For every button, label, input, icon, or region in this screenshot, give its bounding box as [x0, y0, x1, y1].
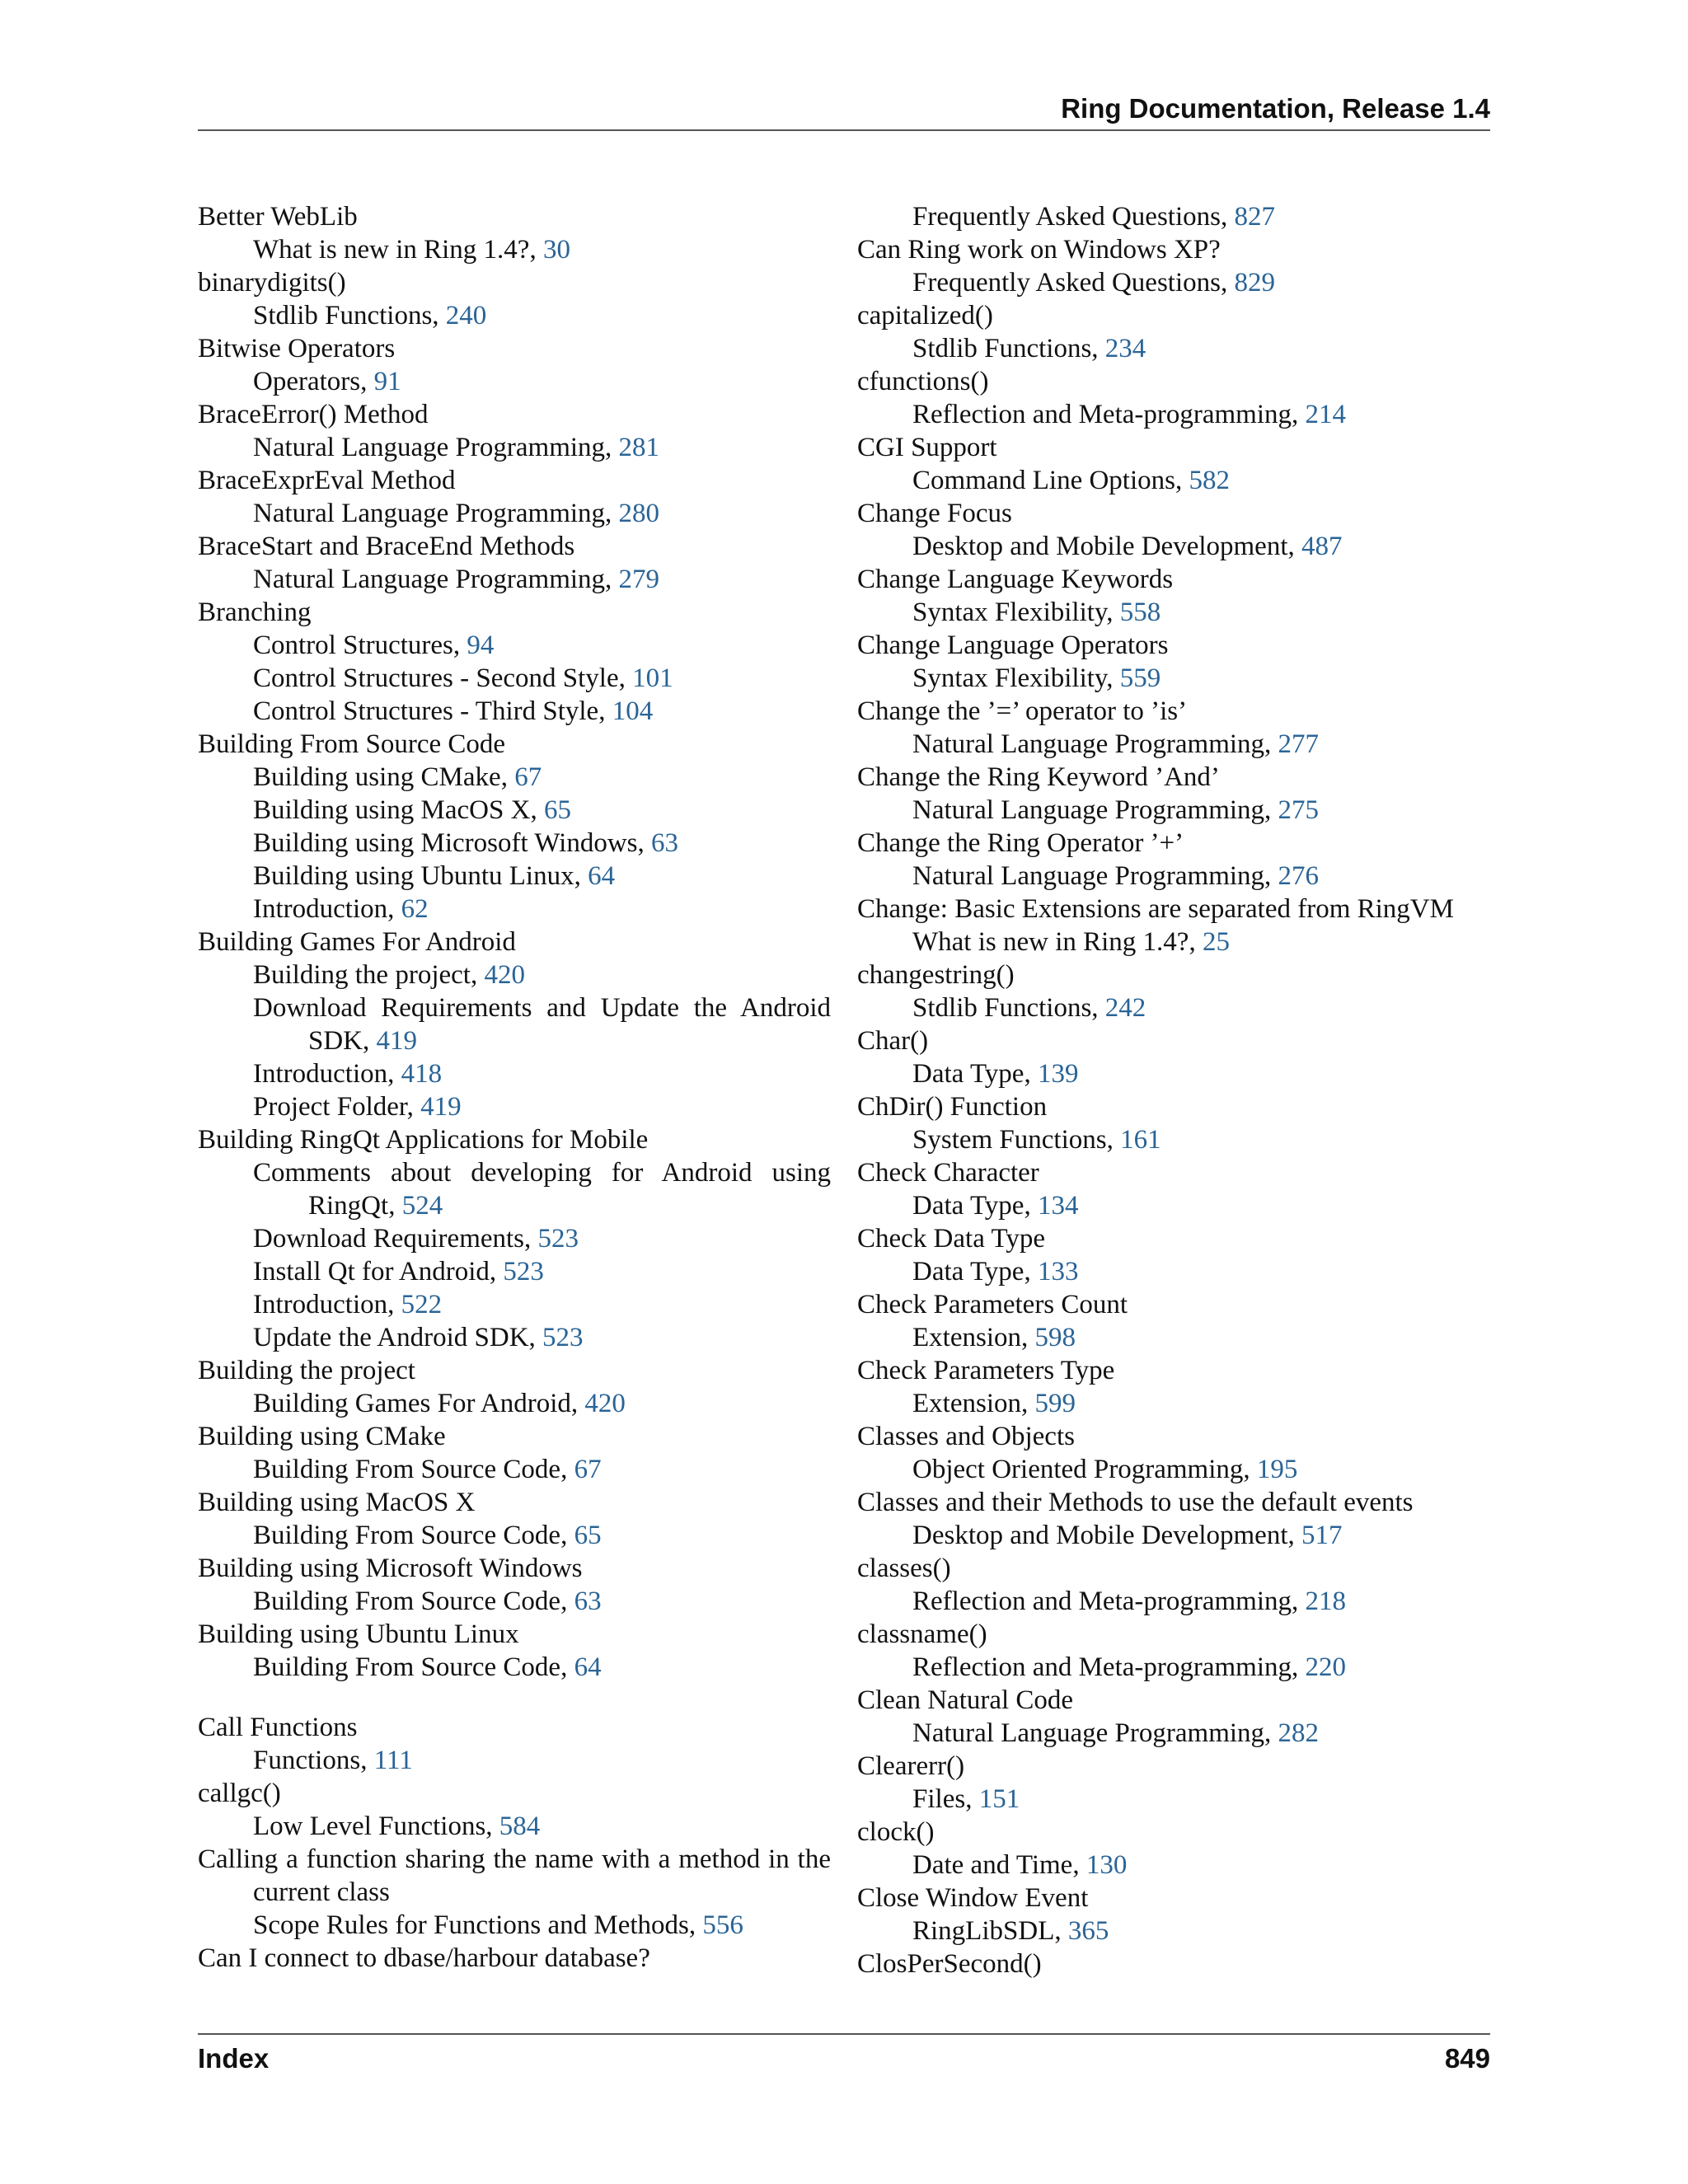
index-term: Building using MacOS X — [198, 1488, 476, 1517]
subentry-text: Files — [912, 1784, 966, 1814]
subentry-text: Reflection and Meta-programming — [912, 1586, 1292, 1616]
subentry-text: Building using Microsoft Windows — [253, 828, 638, 858]
index-term: Building RingQt Applications for Mobile — [198, 1125, 649, 1155]
page-link[interactable]: 419 — [420, 1092, 462, 1122]
subentry-text: Building using CMake — [253, 762, 501, 792]
subentry-text: What is new in Ring 1.4? — [253, 235, 530, 265]
subentry-text: Download Requirements — [253, 1224, 525, 1254]
index-term: CGI Support — [857, 433, 997, 462]
header-rule — [198, 129, 1490, 131]
subentry-text: Building From Source Code — [253, 1455, 561, 1484]
page-link[interactable]: 281 — [618, 433, 660, 462]
subentry-text: Operators — [253, 367, 361, 396]
page-link[interactable]: 151 — [978, 1784, 1020, 1814]
index-subentry: Building using Microsoft Windows, 63 — [253, 828, 678, 858]
index-term: Calling a function sharing the name with a method in the current class — [198, 1844, 831, 1907]
index-subentry: Building Games For Android, 420 — [253, 1389, 626, 1418]
page-link[interactable]: 598 — [1034, 1323, 1076, 1352]
page-link[interactable]: 218 — [1305, 1586, 1347, 1616]
page-link[interactable]: 133 — [1037, 1257, 1079, 1286]
subentry-text: Desktop and Mobile Development — [912, 1521, 1288, 1550]
subentry-text: Low Level Functions — [253, 1811, 486, 1841]
index-subentry: Natural Language Programming, 279 — [253, 565, 660, 594]
index-term: Change the Ring Keyword ’And’ — [857, 762, 1220, 792]
page-link[interactable]: 111 — [373, 1746, 413, 1775]
subentry-text: Control Structures — [253, 630, 453, 660]
index-term: Change Language Operators — [857, 630, 1169, 660]
subentry-text: Introduction — [253, 1290, 388, 1319]
index-term: Building the project — [198, 1356, 415, 1385]
page-link[interactable]: 220 — [1305, 1652, 1347, 1682]
page-link[interactable]: 523 — [503, 1257, 544, 1286]
index-subentry: Introduction, 522 — [253, 1290, 443, 1319]
index-term: Can I connect to dbase/harbour database? — [198, 1943, 650, 1973]
subentry-text: Data Type — [912, 1059, 1025, 1089]
index-subentry: Desktop and Mobile Development, 487 — [912, 532, 1343, 561]
index-subentry: Building using Ubuntu Linux, 64 — [253, 861, 616, 891]
subentry-text: Natural Language Programming — [253, 433, 606, 462]
index-subentry: Stdlib Functions, 240 — [253, 301, 487, 330]
page-link[interactable]: 134 — [1037, 1191, 1079, 1221]
page-link[interactable]: 214 — [1305, 400, 1347, 429]
subentry-text: Scope Rules for Functions and Methods — [253, 1910, 689, 1940]
index-subentry: Natural Language Programming, 282 — [912, 1718, 1320, 1748]
subentry-text: Natural Language Programming — [912, 729, 1265, 759]
subentry-text: Download Requirements and Update the Android SDK — [253, 993, 831, 1056]
index-subentry: Download Requirements and Update the Android SDK, 419 — [253, 993, 831, 1056]
subentry-text: What is new in Ring 1.4? — [912, 927, 1189, 957]
index-term: Check Data Type — [857, 1224, 1046, 1254]
index-subentry: Building From Source Code, 64 — [253, 1652, 602, 1682]
index-term: Check Parameters Count — [857, 1290, 1128, 1319]
index-subentry: Files, 151 — [912, 1784, 1020, 1814]
index-term: binarydigits() — [198, 268, 346, 298]
index-term: Can Ring work on Windows XP? — [857, 235, 1221, 265]
index-term: Change Language Keywords — [857, 565, 1174, 594]
index-term: Building using Ubuntu Linux — [198, 1619, 519, 1649]
footer-page-number: 849 — [1444, 2043, 1490, 2074]
index-subentry: Natural Language Programming, 275 — [912, 795, 1320, 825]
letter-group-gap — [198, 1684, 831, 1711]
page-link[interactable]: 487 — [1301, 532, 1343, 561]
subentry-text: Syntax Flexibility — [912, 598, 1107, 627]
index-subentry: Natural Language Programming, 281 — [253, 433, 660, 462]
index-subentry: Comments about developing for Android using RingQt, 524 — [253, 1158, 831, 1221]
page-link[interactable]: 130 — [1085, 1850, 1128, 1880]
index-subentry: Update the Android SDK, 523 — [253, 1323, 584, 1352]
page-link[interactable]: 523 — [537, 1224, 579, 1254]
index-subentry: Command Line Options, 582 — [912, 466, 1230, 495]
page-link[interactable]: 25 — [1202, 927, 1230, 957]
subentry-text: Natural Language Programming — [253, 499, 606, 528]
index-subentry: Download Requirements, 523 — [253, 1224, 579, 1254]
page-link[interactable]: 524 — [401, 1191, 443, 1221]
subentry-text: Building From Source Code — [253, 1586, 561, 1616]
index-term: Check Parameters Type — [857, 1356, 1115, 1385]
page-link[interactable]: 104 — [612, 696, 654, 726]
index-subentry: Stdlib Functions, 234 — [912, 334, 1146, 363]
subentry-text: Building the project — [253, 960, 471, 990]
page-header-title: Ring Documentation, Release 1.4 — [1061, 93, 1490, 124]
page-link[interactable]: 420 — [584, 1389, 626, 1418]
subentry-text: Natural Language Programming — [253, 565, 606, 594]
index-term: changestring() — [857, 960, 1015, 990]
page-link[interactable]: 234 — [1104, 334, 1146, 363]
index-term: ChDir() Function — [857, 1092, 1048, 1122]
index-column-right — [857, 200, 1490, 1980]
footer-rule — [198, 2033, 1490, 2035]
subentry-text: Natural Language Programming — [912, 861, 1265, 891]
index-term: Change the ’=’ operator to ’is’ — [857, 696, 1188, 726]
page-link[interactable]: 62 — [401, 894, 429, 924]
index-subentry: System Functions, 161 — [912, 1125, 1161, 1155]
page-link[interactable]: 558 — [1119, 598, 1161, 627]
page-link[interactable]: 420 — [484, 960, 525, 990]
page-link[interactable]: 161 — [1120, 1125, 1161, 1155]
page-link[interactable]: 584 — [499, 1811, 541, 1841]
index-subentry: Syntax Flexibility, 559 — [912, 663, 1161, 693]
page-link[interactable]: 139 — [1037, 1059, 1079, 1089]
index-term: Change the Ring Operator ’+’ — [857, 828, 1184, 858]
index-subentry: Control Structures - Second Style, 101 — [253, 663, 673, 693]
index-subentry: Data Type, 139 — [912, 1059, 1079, 1089]
page-link[interactable]: 63 — [651, 828, 678, 858]
index-term: Close Window Event — [857, 1883, 1089, 1913]
subentry-text: Natural Language Programming — [912, 795, 1265, 825]
page-link[interactable]: 94 — [467, 630, 495, 660]
index-term: BraceStart and BraceEnd Methods — [198, 532, 575, 561]
subentry-text: RingLibSDL — [912, 1916, 1055, 1946]
index-term: Building From Source Code — [198, 729, 506, 759]
index-subentry: What is new in Ring 1.4?, 30 — [253, 235, 570, 265]
subentry-text: Control Structures - Second Style — [253, 663, 619, 693]
page-link[interactable]: 419 — [376, 1026, 418, 1056]
page-link[interactable]: 195 — [1256, 1455, 1298, 1484]
page-link[interactable]: 275 — [1278, 795, 1320, 825]
page-link[interactable]: 280 — [618, 499, 660, 528]
index-term: cfunctions() — [857, 367, 989, 396]
index-subentry: Introduction, 62 — [253, 894, 429, 924]
subentry-text: Command Line Options — [912, 466, 1175, 495]
page-link[interactable]: 522 — [401, 1290, 443, 1319]
subentry-text: Introduction — [253, 894, 388, 924]
index-subentry: Extension, 598 — [912, 1323, 1076, 1352]
index-term: Clearerr() — [857, 1751, 965, 1781]
page-link[interactable]: 64 — [588, 861, 616, 891]
subentry-text: Control Structures - Third Style — [253, 696, 599, 726]
index-subentry: Building From Source Code, 67 — [253, 1455, 602, 1484]
subentry-text: Project Folder — [253, 1092, 407, 1122]
index-subentry: Syntax Flexibility, 558 — [912, 598, 1161, 627]
page-link[interactable]: 65 — [543, 795, 571, 825]
index-term: Call Functions — [198, 1713, 358, 1742]
index-subentry: Reflection and Meta-programming, 214 — [912, 400, 1347, 429]
index-term: BraceExprEval Method — [198, 466, 456, 495]
subentry-text: Building From Source Code — [253, 1521, 561, 1550]
subentry-text: Data Type — [912, 1257, 1025, 1286]
index-term: Clean Natural Code — [857, 1685, 1074, 1715]
page-link[interactable]: 517 — [1301, 1521, 1343, 1550]
page-link[interactable]: 101 — [632, 663, 673, 693]
page-link[interactable]: 67 — [514, 762, 542, 792]
subentry-text: Functions — [253, 1746, 361, 1775]
index-term: Bitwise Operators — [198, 334, 396, 363]
page-link[interactable]: 582 — [1189, 466, 1230, 495]
page-link[interactable]: 365 — [1067, 1916, 1109, 1946]
page-link[interactable]: 67 — [574, 1455, 602, 1484]
subentry-text: Reflection and Meta-programming — [912, 1652, 1292, 1682]
page-link[interactable]: 242 — [1104, 993, 1146, 1023]
index-subentry: Frequently Asked Questions, 827 — [912, 202, 1275, 232]
index-subentry: Building using CMake, 67 — [253, 762, 542, 792]
index-subentry: Stdlib Functions, 242 — [912, 993, 1146, 1023]
subentry-text: Stdlib Functions — [912, 334, 1092, 363]
index-term: Building using Microsoft Windows — [198, 1554, 583, 1583]
index-subentry: Operators, 91 — [253, 367, 401, 396]
index-term: capitalized() — [857, 301, 993, 330]
index-subentry: RingLibSDL, 365 — [912, 1916, 1109, 1946]
page-link[interactable]: 279 — [618, 565, 660, 594]
index-term: Change: Basic Extensions are separated from RingVM — [857, 894, 1454, 924]
page-link[interactable]: 827 — [1234, 202, 1275, 232]
index-subentry: Desktop and Mobile Development, 517 — [912, 1521, 1343, 1550]
subentry-text: Frequently Asked Questions — [912, 268, 1221, 298]
index-term: callgc() — [198, 1779, 281, 1808]
index-subentry: Control Structures - Third Style, 104 — [253, 696, 654, 726]
index-subentry: Scope Rules for Functions and Methods, 556 — [253, 1910, 743, 1940]
index-subentry: Natural Language Programming, 276 — [912, 861, 1320, 891]
index-subentry: Install Qt for Android, 523 — [253, 1257, 544, 1286]
index-subentry: Natural Language Programming, 277 — [912, 729, 1320, 759]
subentry-text: Syntax Flexibility — [912, 663, 1107, 693]
page-link[interactable]: 523 — [542, 1323, 584, 1352]
index-term: ClosPerSecond() — [857, 1949, 1042, 1979]
page-link[interactable]: 65 — [574, 1521, 602, 1550]
index-subentry: Object Oriented Programming, 195 — [912, 1455, 1298, 1484]
page-link[interactable]: 64 — [574, 1652, 602, 1682]
subentry-text: Install Qt for Android — [253, 1257, 490, 1286]
index-subentry: Project Folder, 419 — [253, 1092, 462, 1122]
footer-section-label: Index — [198, 2043, 270, 2074]
subentry-text: Frequently Asked Questions — [912, 202, 1221, 232]
index-term: Check Character — [857, 1158, 1039, 1188]
index-term: Char() — [857, 1026, 929, 1056]
subentry-text: Extension — [912, 1389, 1021, 1418]
index-subentry: Frequently Asked Questions, 829 — [912, 268, 1275, 298]
index-term: BraceError() Method — [198, 400, 429, 429]
index-term: Change Focus — [857, 499, 1012, 528]
index-subentry: Building From Source Code, 63 — [253, 1586, 602, 1616]
index-subentry: Data Type, 133 — [912, 1257, 1079, 1286]
index-subentry: Control Structures, 94 — [253, 630, 495, 660]
page-link[interactable]: 282 — [1278, 1718, 1320, 1748]
subentry-text: Comments about developing for Android using RingQt — [253, 1158, 831, 1221]
index-term: Classes and Objects — [857, 1422, 1075, 1451]
subentry-text: Building From Source Code — [253, 1652, 561, 1682]
page-link[interactable]: 556 — [702, 1910, 743, 1940]
page-link[interactable]: 30 — [542, 235, 570, 265]
page-link[interactable]: 63 — [574, 1586, 602, 1616]
page-link[interactable]: 559 — [1119, 663, 1161, 693]
subentry-text: Desktop and Mobile Development — [912, 532, 1288, 561]
index-subentry: Data Type, 134 — [912, 1191, 1079, 1221]
index-term: Branching — [198, 598, 312, 627]
index-subentry: Introduction, 418 — [253, 1059, 443, 1089]
index-term: classes() — [857, 1554, 951, 1583]
index-subentry: Building From Source Code, 65 — [253, 1521, 602, 1550]
page-link[interactable]: 829 — [1234, 268, 1275, 298]
index-subentry: Reflection and Meta-programming, 220 — [912, 1652, 1347, 1682]
page-link[interactable]: 240 — [445, 301, 487, 330]
subentry-text: Update the Android SDK — [253, 1323, 529, 1352]
index-subentry: Date and Time, 130 — [912, 1850, 1128, 1880]
index-column-left — [198, 200, 831, 1975]
page-link[interactable]: 276 — [1278, 861, 1320, 891]
subentry-text: Reflection and Meta-programming — [912, 400, 1292, 429]
subentry-text: Date and Time — [912, 1850, 1073, 1880]
index-subentry: Functions, 111 — [253, 1746, 413, 1775]
subentry-text: Stdlib Functions — [253, 301, 433, 330]
index-subentry: Low Level Functions, 584 — [253, 1811, 541, 1841]
subentry-text: Introduction — [253, 1059, 388, 1089]
index-term: classname() — [857, 1619, 987, 1649]
subentry-text: Stdlib Functions — [912, 993, 1092, 1023]
page-link[interactable]: 599 — [1034, 1389, 1076, 1418]
index-subentry: Building using MacOS X, 65 — [253, 795, 571, 825]
index-term: clock() — [857, 1817, 935, 1847]
index-term: Building Games For Android — [198, 927, 516, 957]
subentry-text: Building Games For Android — [253, 1389, 571, 1418]
page-link[interactable]: 277 — [1278, 729, 1320, 759]
index-subentry: What is new in Ring 1.4?, 25 — [912, 927, 1230, 957]
index-subentry: Building the project, 420 — [253, 960, 525, 990]
index-term: Classes and their Methods to use the default events — [857, 1488, 1414, 1517]
page-link[interactable]: 418 — [401, 1059, 443, 1089]
page-link[interactable]: 91 — [373, 367, 401, 396]
index-subentry: Extension, 599 — [912, 1389, 1076, 1418]
subentry-text: Object Oriented Programming — [912, 1455, 1244, 1484]
subentry-text: System Functions — [912, 1125, 1107, 1155]
index-term: Better WebLib — [198, 202, 358, 232]
subentry-text: Building using MacOS X — [253, 795, 531, 825]
index-term: Building using CMake — [198, 1422, 446, 1451]
subentry-text: Extension — [912, 1323, 1021, 1352]
subentry-text: Data Type — [912, 1191, 1025, 1221]
index-subentry: Natural Language Programming, 280 — [253, 499, 660, 528]
subentry-text: Natural Language Programming — [912, 1718, 1265, 1748]
subentry-text: Building using Ubuntu Linux — [253, 861, 574, 891]
index-subentry: Reflection and Meta-programming, 218 — [912, 1586, 1347, 1616]
